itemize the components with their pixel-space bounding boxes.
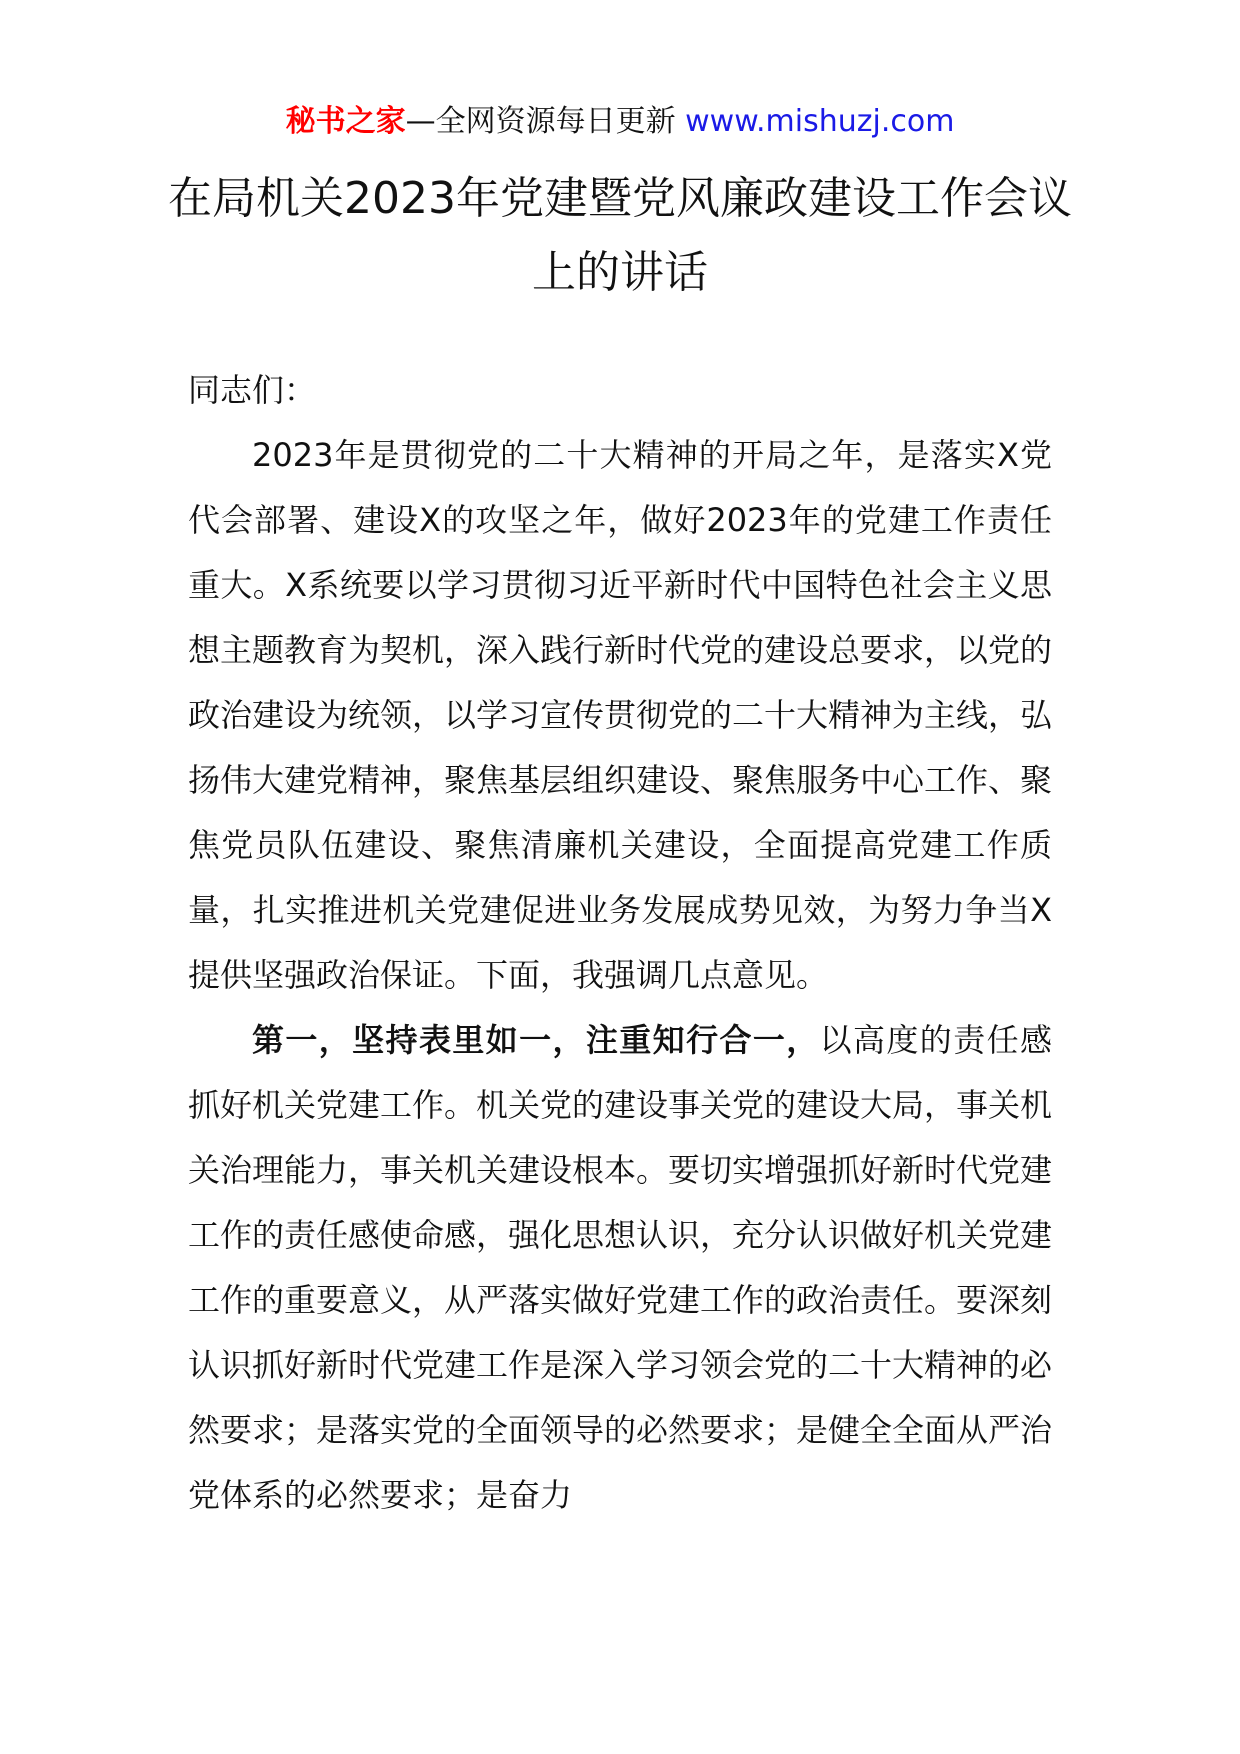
document-title: 在局机关2023年党建暨党风廉政建设工作会议上的讲话	[168, 173, 1072, 298]
document-body	[188, 358, 1052, 1528]
header-tagline: —全网资源每日更新	[405, 104, 676, 139]
salutation: 同志们：	[188, 371, 317, 409]
paragraph-text: 以高度的责任感抓好机关党建工作。机关党的建设事关党的建设大局，事关机关治理能力，事关机关建设根本。要切实增强抓好新时代党建工作的责任感使命感，强化思想认识，充分认识做好机关党建工作的重要意义，从严落实做好党建工作的政治责任。要深刻认识抓好新时代党建工作是深入学习领会党的二十大精神的必然要求；是落实党的全面领导的必然要求；是健全全面从严治党体系的必然要求；是奋力	[188, 1021, 1053, 1514]
site-url-link[interactable]: www.mishuzj.com	[685, 104, 955, 139]
paragraph-first-point	[188, 1008, 1052, 1528]
brand-name: 秘书之家	[285, 104, 406, 139]
paragraph-intro	[188, 423, 1052, 1008]
paragraph-lead: 第一，坚持表里如一，注重知行合一，	[252, 1021, 820, 1059]
watermark-header	[0, 100, 1240, 144]
paragraph-text: 2023年是贯彻党的二十大精神的开局之年，是落实X党代会部署、建设X的攻坚之年，做好2023年的党建工作责任重大。X系统要以学习贯彻习近平新时代中国特色社会主义思想主题教育为契机，深入践行新时代党的建设总要求，以党的政治建设为统领，以学习宣传贯彻党的二十大精神为主线，弘扬伟大建党精神，聚焦基层组织建设、聚焦服务中心工作、聚焦党员队伍建设、聚焦清廉机关建设，全面提高党建工作质量，扎实推进机关党建促进业务发展成势见效，为努力争当X提供坚强政治保证。下面，我强调几点意见。	[188, 436, 1053, 994]
